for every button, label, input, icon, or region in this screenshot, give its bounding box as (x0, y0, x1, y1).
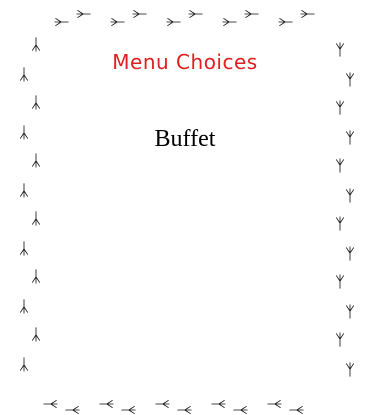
menu-item-buffet: Buffet (154, 126, 216, 152)
footprint-icon (32, 212, 39, 226)
footprint-icon (122, 406, 136, 413)
footprint-icon (301, 10, 315, 17)
footprint-icon (55, 18, 69, 25)
footprint-icon (32, 270, 39, 284)
footprint-icon (77, 10, 91, 17)
footprint-icon (133, 10, 147, 17)
footprint-icon (279, 18, 293, 25)
footprint-icon (223, 18, 237, 25)
footprint-icon (336, 217, 343, 231)
footprint-icon (178, 406, 192, 413)
footprint-icon (32, 154, 39, 168)
footprint-icon (111, 18, 125, 25)
footprint-icon (346, 363, 353, 377)
footprint-icon (336, 159, 343, 173)
footprint-icon (336, 275, 343, 289)
footprint-icon (346, 73, 353, 87)
footprint-icon (212, 400, 226, 407)
footprint-icon (189, 10, 203, 17)
footprint-icon (234, 406, 248, 413)
footprint-icon (32, 328, 39, 342)
footprint-icon (268, 400, 282, 407)
footprint-icon (20, 242, 27, 256)
footprint-icon (44, 400, 58, 407)
footprint-icon (100, 400, 114, 407)
footprint-icon (336, 101, 343, 115)
footprint-icon (346, 305, 353, 319)
footprint-icon (336, 333, 343, 347)
menu-heading: Menu Choices (112, 50, 258, 74)
footprint-icon (32, 96, 39, 110)
footprint-icon (290, 406, 304, 413)
footprint-icon (245, 10, 258, 17)
footprint-icon (156, 400, 170, 407)
footprint-icon (66, 406, 80, 413)
footprint-icon (346, 189, 353, 203)
footprint-icon (167, 18, 181, 25)
footprint-icon (20, 358, 27, 372)
footprint-icon (20, 300, 27, 314)
footprint-icon (20, 184, 27, 198)
footprint-icon (346, 247, 353, 260)
